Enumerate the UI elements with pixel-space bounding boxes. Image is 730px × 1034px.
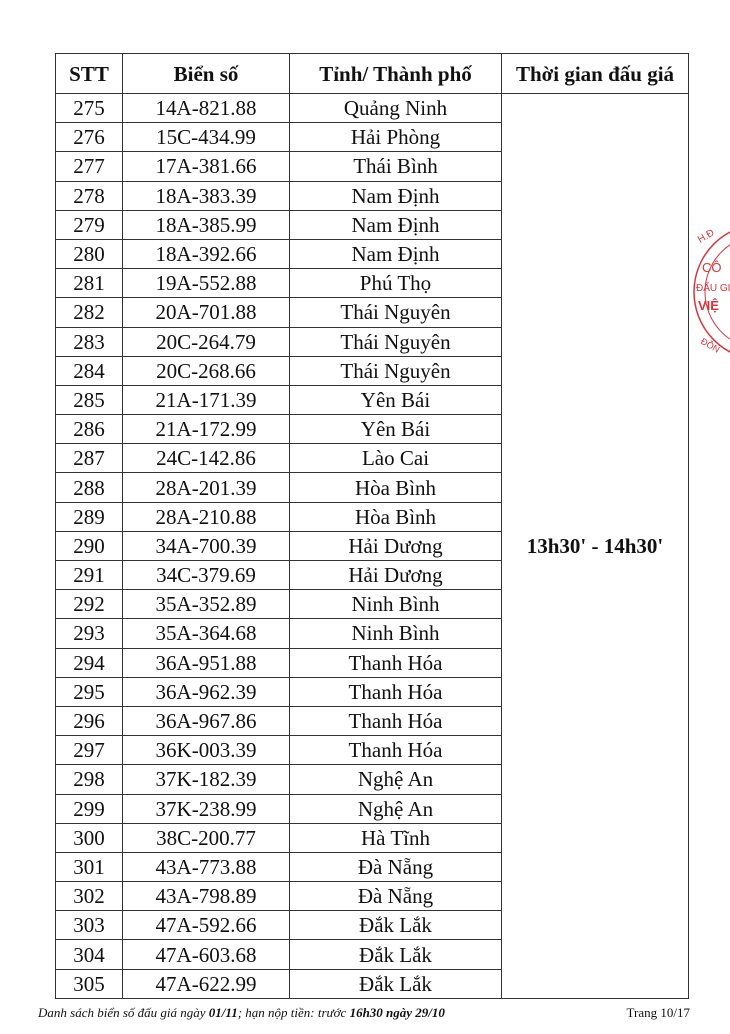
footer-middle: ; hạn nộp tiền: trước <box>237 1005 347 1020</box>
cell-plate: 36A-967.86 <box>123 706 290 735</box>
svg-text:ĐẤU GI: ĐẤU GI <box>696 283 730 294</box>
cell-plate: 21A-171.39 <box>123 385 290 414</box>
footer-date: 01/11 <box>208 1005 238 1020</box>
cell-stt: 279 <box>56 210 123 239</box>
cell-stt: 286 <box>56 415 123 444</box>
cell-plate: 18A-383.39 <box>123 181 290 210</box>
svg-text:ĐỒN: ĐỒN <box>699 336 722 355</box>
cell-province: Nam Định <box>290 181 502 210</box>
cell-province: Hòa Bình <box>290 473 502 502</box>
page-number: Trang 10/17 <box>626 1005 690 1020</box>
cell-province: Thanh Hóa <box>290 706 502 735</box>
cell-province: Ninh Bình <box>290 590 502 619</box>
cell-plate: 47A-622.99 <box>123 969 290 998</box>
cell-province: Đắk Lắk <box>290 940 502 969</box>
cell-province: Thái Bình <box>290 152 502 181</box>
footer-note <box>38 1005 445 1021</box>
header-time: Thời gian đấu giá <box>502 54 689 94</box>
cell-province: Nam Định <box>290 239 502 268</box>
cell-province: Yên Bái <box>290 385 502 414</box>
cell-province: Hải Phòng <box>290 123 502 152</box>
cell-province: Đà Nẵng <box>290 852 502 881</box>
cell-plate: 20C-264.79 <box>123 327 290 356</box>
svg-text:H.Đ: H.Đ <box>696 227 717 246</box>
cell-province: Thái Nguyên <box>290 327 502 356</box>
cell-stt: 277 <box>56 152 123 181</box>
cell-stt: 291 <box>56 561 123 590</box>
cell-stt: 296 <box>56 706 123 735</box>
cell-province: Phú Thọ <box>290 269 502 298</box>
cell-stt: 290 <box>56 531 123 560</box>
cell-province: Đắk Lắk <box>290 911 502 940</box>
cell-province: Hòa Bình <box>290 502 502 531</box>
cell-stt: 294 <box>56 648 123 677</box>
header-plate: Biển số <box>123 54 290 94</box>
cell-province: Quảng Ninh <box>290 94 502 123</box>
table-body <box>56 94 689 999</box>
cell-stt: 283 <box>56 327 123 356</box>
cell-plate: 20A-701.88 <box>123 298 290 327</box>
cell-plate: 18A-385.99 <box>123 210 290 239</box>
cell-plate: 28A-201.39 <box>123 473 290 502</box>
cell-stt: 299 <box>56 794 123 823</box>
cell-stt: 287 <box>56 444 123 473</box>
cell-province: Thanh Hóa <box>290 677 502 706</box>
cell-plate: 47A-603.68 <box>123 940 290 969</box>
cell-province: Thái Nguyên <box>290 356 502 385</box>
cell-plate: 17A-381.66 <box>123 152 290 181</box>
cell-plate: 34A-700.39 <box>123 531 290 560</box>
footer-prefix: Danh sách biển số đấu giá ngày <box>38 1005 206 1020</box>
cell-plate: 37K-182.39 <box>123 765 290 794</box>
svg-text:VIỆ: VIỆ <box>698 298 719 313</box>
svg-text:CÔ: CÔ <box>702 260 722 275</box>
cell-province: Nam Định <box>290 210 502 239</box>
cell-province: Hải Dương <box>290 531 502 560</box>
cell-stt: 293 <box>56 619 123 648</box>
cell-plate: 37K-238.99 <box>123 794 290 823</box>
cell-province: Thanh Hóa <box>290 648 502 677</box>
cell-province: Lào Cai <box>290 444 502 473</box>
cell-plate: 14A-821.88 <box>123 94 290 123</box>
red-seal-stamp <box>690 215 730 370</box>
cell-province: Đắk Lắk <box>290 969 502 998</box>
cell-province: Nghệ An <box>290 765 502 794</box>
cell-province: Nghệ An <box>290 794 502 823</box>
cell-plate: 34C-379.69 <box>123 561 290 590</box>
header-stt: STT <box>56 54 123 94</box>
cell-plate: 47A-592.66 <box>123 911 290 940</box>
cell-province: Hà Tĩnh <box>290 823 502 852</box>
cell-stt: 302 <box>56 882 123 911</box>
cell-plate: 28A-210.88 <box>123 502 290 531</box>
cell-stt: 303 <box>56 911 123 940</box>
cell-plate: 36A-951.88 <box>123 648 290 677</box>
cell-stt: 305 <box>56 969 123 998</box>
cell-plate: 35A-364.68 <box>123 619 290 648</box>
footer-deadline: 16h30 ngày 29/10 <box>349 1005 445 1020</box>
cell-stt: 280 <box>56 239 123 268</box>
cell-stt: 301 <box>56 852 123 881</box>
cell-province: Thái Nguyên <box>290 298 502 327</box>
cell-stt: 300 <box>56 823 123 852</box>
cell-stt: 285 <box>56 385 123 414</box>
header-province: Tỉnh/ Thành phố <box>290 54 502 94</box>
table-row <box>56 94 689 123</box>
cell-plate: 35A-352.89 <box>123 590 290 619</box>
cell-stt: 304 <box>56 940 123 969</box>
cell-stt: 292 <box>56 590 123 619</box>
cell-plate: 38C-200.77 <box>123 823 290 852</box>
cell-province: Ninh Bình <box>290 619 502 648</box>
cell-plate: 36A-962.39 <box>123 677 290 706</box>
cell-stt: 276 <box>56 123 123 152</box>
cell-auction-time: 13h30' - 14h30' <box>502 94 689 999</box>
cell-stt: 295 <box>56 677 123 706</box>
auction-table <box>55 53 689 999</box>
cell-plate: 20C-268.66 <box>123 356 290 385</box>
cell-stt: 282 <box>56 298 123 327</box>
cell-stt: 288 <box>56 473 123 502</box>
cell-stt: 281 <box>56 269 123 298</box>
cell-plate: 18A-392.66 <box>123 239 290 268</box>
cell-plate: 19A-552.88 <box>123 269 290 298</box>
cell-plate: 43A-773.88 <box>123 852 290 881</box>
cell-province: Thanh Hóa <box>290 736 502 765</box>
cell-province: Yên Bái <box>290 415 502 444</box>
cell-stt: 289 <box>56 502 123 531</box>
header-row <box>56 54 689 94</box>
cell-stt: 297 <box>56 736 123 765</box>
cell-stt: 278 <box>56 181 123 210</box>
cell-plate: 36K-003.39 <box>123 736 290 765</box>
cell-stt: 298 <box>56 765 123 794</box>
cell-stt: 275 <box>56 94 123 123</box>
cell-province: Đà Nẵng <box>290 882 502 911</box>
cell-plate: 24C-142.86 <box>123 444 290 473</box>
cell-plate: 21A-172.99 <box>123 415 290 444</box>
cell-province: Hải Dương <box>290 561 502 590</box>
cell-plate: 43A-798.89 <box>123 882 290 911</box>
cell-stt: 284 <box>56 356 123 385</box>
cell-plate: 15C-434.99 <box>123 123 290 152</box>
